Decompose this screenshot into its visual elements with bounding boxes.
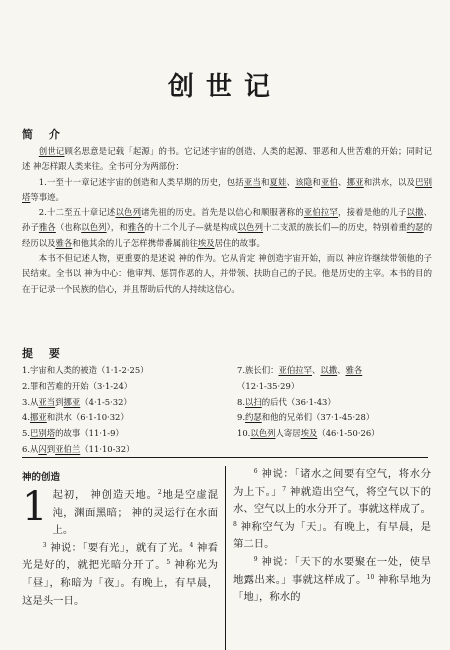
section-divider (22, 457, 428, 458)
scripture-paragraph: $^3$ 神说：「要有光」，就有了光。$^4$ 神看光是好的，就把光暗分开了。$^5$ 神称光为「昼」，称暗为「夜」。有晚上，有早晨，这是头一日。 (22, 541, 218, 607)
proper-name: 挪亚 (346, 176, 364, 187)
outline-item: 5.巴别塔的故事（11·1-9） (22, 428, 124, 439)
proper-name: 以撒 (406, 207, 424, 218)
verse-number: 6 (253, 468, 258, 475)
proper-name: 雅各 (55, 237, 73, 248)
outline-item: 6.从闪到亚伯兰（11·10-32） (22, 443, 135, 454)
proper-name: 亚伯兰 (55, 443, 81, 454)
proper-name: 挪亚 (63, 396, 81, 407)
scripture-paragraph: $^9$ 神说：「天下的水要聚在一处，使旱地露出来。」事就这样成了。$^{10}$ 神称旱地为「地」，称水的 (233, 555, 431, 604)
outline-item: 1.宇宙和人类的被造（1·1-2·25） (22, 365, 149, 375)
proper-name: 该隐 (295, 176, 313, 187)
verse-number: 3 (42, 541, 47, 549)
proper-name: 约瑟 (406, 222, 424, 233)
proper-name: 挪亚 (30, 412, 47, 423)
scripture-paragraph: $^6$ 神说：「诸水之间要有空气，将水分为上下。」$^7$ 神就造出空气，将空气以下的水、空气以上的水分开了。事就这样成了。$^8$ 神称空气为「天」。有晚上，有早晨，是第二日。 (233, 468, 431, 551)
intro-section (22, 144, 432, 297)
verse-number: 8 (233, 520, 237, 528)
proper-name: 巴别塔 (30, 428, 56, 439)
proper-name: 亚伯 (320, 176, 339, 187)
scripture-paragraph: 起初， 神创造天地。$^2$地是空虚混沌，渊面黑暗； 神的灵运行在水面上。 (52, 489, 218, 537)
proper-name: 亚当 (243, 176, 261, 187)
proper-name: 巴别塔 (22, 176, 433, 202)
scripture-paragraphs-left (22, 484, 218, 610)
proper-name: 雅各 (127, 222, 145, 233)
outline-item: 7.族长们：亚伯拉罕、以撒、雅各 (237, 365, 363, 375)
proper-name: 亚当 (38, 396, 56, 407)
intro-paragraph-3: 2.十二至五十章记述以色列诸先祖的历史。首先是以信心和顺服著称的亚伯拉罕，接着是他的儿子以撒、孙子雅各（也称以色列），和雅各的十二个儿子—就是构成以色列十二支派的族长们—的历史，特别着重约瑟的经历以及雅各和他其余的儿子怎样携带番属前往埃及居住的故事。 (22, 207, 433, 248)
outline-item: 2.罪和苦难的开始（3·1-24） (22, 380, 133, 391)
outline-item: 10.以色列人寄居埃及（46·1-50·26） (237, 428, 380, 439)
proper-name: 以色列 (81, 222, 107, 233)
intro-paragraph-1: 创世记顾名思意是记载「起源」的书。它记述宇宙的创造、人类的起源、罪恶和人世苦难的开始；同时记述 神怎样跟人类来往。全书可分为两部份： (22, 146, 432, 172)
verse-number: 10 (366, 573, 375, 581)
outline-item: 4.挪亚和洪水（6·1-10·32） (22, 412, 129, 423)
proper-name: 以色列 (250, 428, 276, 439)
verse-number: 5 (166, 559, 171, 567)
intro-paragraph-4: 本书不但记述人物，更重要的是述说 神的作为。它从肯定 神创造宇宙开始，而以 神应许继续带领他的子民结束。全书以 神为中心：他审判、惩罚作恶的人，并带领、扶助自己的子民。他是历史的主宰。本书的目的在于记录一个民族的信心，并且帮助后代的人持续这信心。 (22, 253, 432, 294)
proper-name: 以扫 (245, 396, 262, 407)
outline-list-right (237, 363, 437, 442)
proper-name: 亚伯拉罕 (278, 365, 312, 375)
proper-name: 闪 (38, 443, 47, 454)
proper-name: 以撒 (320, 365, 338, 375)
verse-number: 2 (157, 489, 162, 496)
proper-name: 雅各 (38, 222, 56, 233)
proper-name: 埃及 (300, 428, 318, 439)
proper-name: 约瑟 (245, 412, 262, 423)
scripture-paragraphs-right (233, 466, 431, 607)
outline-item: 9.约瑟和他的兄弟们（37·1-45·28） (237, 412, 375, 423)
proper-name: 亚伯拉罕 (303, 207, 339, 218)
proper-name: 以色列 (115, 207, 142, 218)
verse-number: 4 (189, 541, 194, 549)
verse-number: 9 (253, 555, 258, 563)
scripture-column-left (22, 484, 218, 610)
column-divider (225, 466, 226, 650)
page-title: 创世记 (167, 72, 282, 102)
intro-heading: 简 介 (22, 128, 66, 141)
outline-list-left (22, 363, 222, 458)
outline-heading: 提 要 (22, 347, 66, 360)
proper-name: 夏娃 (269, 176, 287, 187)
intro-paragraph-2: 1.一至十一章记述宇宙的创造和人类早期的历史，包括亚当和夏娃、该隐和亚伯、挪亚和洪水，以及巴别塔等事迹。 (22, 176, 433, 202)
scripture-column-right (233, 466, 431, 607)
scripture-section-heading: 神的创造 (22, 472, 61, 483)
proper-name: 雅各 (345, 365, 363, 375)
outline-item: 8.以扫的后代（36·1-43） (237, 396, 336, 407)
chapter-number: 1 (22, 484, 48, 530)
proper-name: 创世记 (38, 146, 65, 156)
verse-number: 7 (282, 485, 287, 493)
proper-name: 以色列 (237, 222, 264, 233)
outline-item: 3.从亚当到挪亚（4·1-5·32） (22, 396, 132, 407)
proper-name: 埃及 (197, 237, 215, 248)
outline-item: （12·1-35·29） (237, 380, 300, 391)
